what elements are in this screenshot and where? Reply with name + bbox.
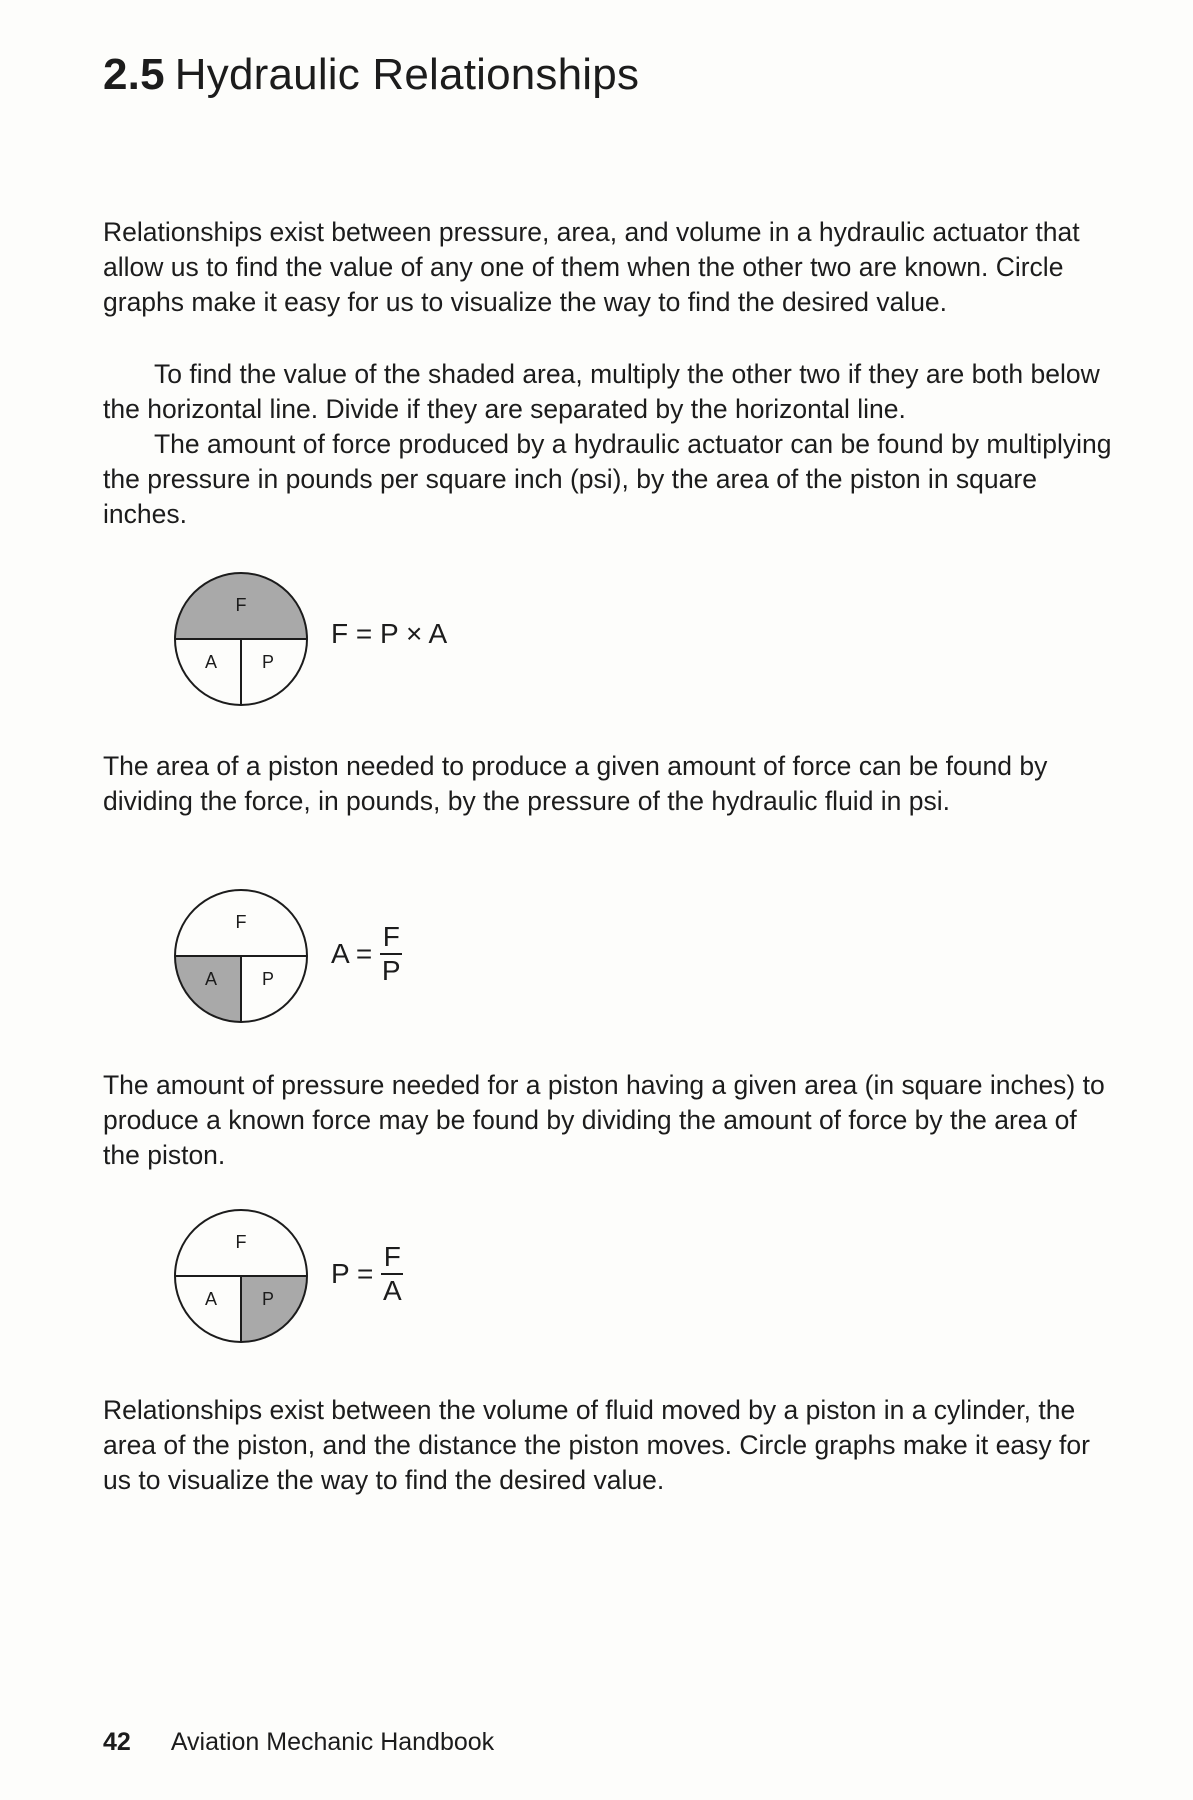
paragraph-area: The area of a piston needed to produce a given amount of force can be found by dividing the force, in pounds, by the pressure of the hydraulic fluid in psi. <box>103 751 1048 816</box>
formula-area-lhs: A = <box>331 938 373 969</box>
paragraph-shaded-rule: To find the value of the shaded area, multiply the other two if they are both below the horizontal line. Divide if they are separated by the horizontal line. <box>103 359 1100 424</box>
label-p: P <box>261 1289 275 1309</box>
paragraph-pressure: The amount of pressure needed for a piston having a given area (in square inches) to produce a known force may be found by dividing the amount of force by the area of the piston. <box>103 1070 1105 1170</box>
circle-graph-area-svg <box>166 885 316 1035</box>
circle-graph-pressure <box>166 1205 666 1355</box>
section-title: Hydraulic Relationships <box>174 50 640 99</box>
fraction <box>381 1243 403 1305</box>
section-number: 2.5 <box>103 50 165 99</box>
formula-pressure <box>331 1243 403 1305</box>
numerator: F <box>383 1241 401 1272</box>
label-f: F <box>235 1232 247 1252</box>
fraction <box>380 923 402 985</box>
label-a: A <box>204 652 218 672</box>
label-a: A <box>204 1289 218 1309</box>
circle-graph-force <box>166 568 666 718</box>
page-number: 42 <box>103 1728 131 1756</box>
label-f: F <box>235 912 247 932</box>
denominator: A <box>382 1275 402 1306</box>
paragraph-force: The amount of force produced by a hydraulic actuator can be found by multiplying the pressure in pounds per square inch (psi), by the area of the piston in square inches. <box>103 429 1112 529</box>
circle-graph-pressure-svg <box>166 1205 316 1355</box>
paragraph-volume: Relationships exist between the volume of fluid moved by a piston in a cylinder, the area of the piston, and the distance the piston moves. Circle graphs make it easy for us to visualize the way to find the desired value. <box>103 1395 1090 1495</box>
label-p: P <box>261 652 275 672</box>
numerator: F <box>382 921 400 952</box>
paragraph-intro: Relationships exist between pressure, area, and volume in a hydraulic actuator that allow us to find the value of any one of them when the other two are known. Circle graphs make it easy for us to visualize the way to find the desired value. <box>103 217 1080 317</box>
label-p: P <box>261 969 275 989</box>
formula-area <box>331 923 402 985</box>
page-footer <box>103 1728 494 1757</box>
denominator: P <box>381 955 401 986</box>
label-a: A <box>204 969 218 989</box>
formula-force: F = P × A <box>331 618 448 649</box>
label-f: F <box>235 595 247 615</box>
section-heading <box>103 50 639 100</box>
formula-pressure-lhs: P = <box>331 1258 374 1289</box>
circle-graph-area <box>166 885 666 1035</box>
circle-graph-force-svg <box>166 568 316 718</box>
book-title: Aviation Mechanic Handbook <box>170 1728 495 1756</box>
